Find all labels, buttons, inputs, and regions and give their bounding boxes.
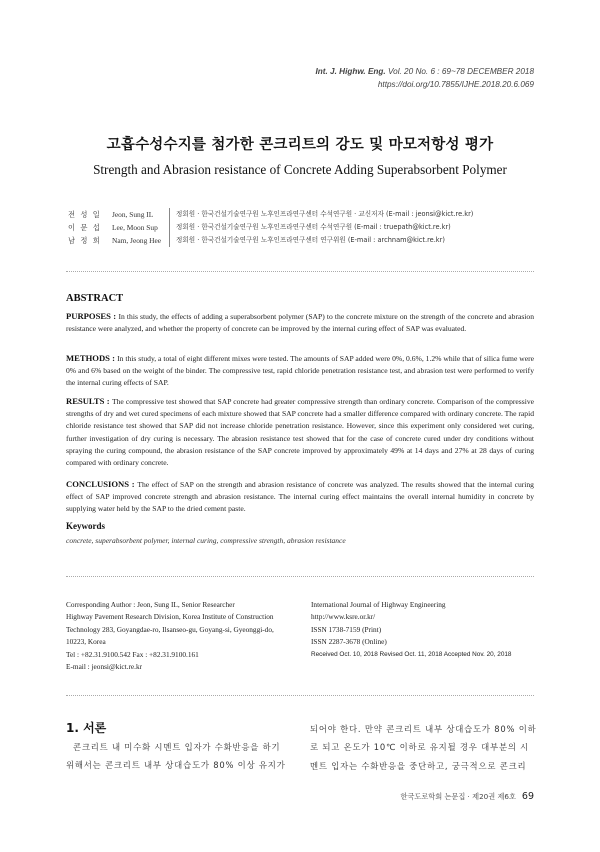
doi-link[interactable]: https://doi.org/10.7855/IJHE.2018.20.6.069	[377, 80, 534, 89]
abstract-methods	[66, 352, 534, 390]
journal-info-block	[311, 599, 541, 661]
section-heading-introduction: 1. 서론	[66, 721, 107, 735]
body-line: 되어야 한다. 만약 콘크리트 내부 상대습도가 80% 이하	[310, 724, 537, 734]
corresponding-author-block	[66, 599, 301, 673]
methods-text: In this study, a total of eight different mixes were tested. The amounts of SAP added were 0%, 0.6%, 1.2% while that of silica fume were 0% and 6% based on the weight of the binder. The compressive test, rapid chloride penetration resistance test, and abrasion test were performed to verify the internal curing effects of SAP.	[66, 354, 534, 388]
author-row	[68, 208, 473, 221]
author-row	[68, 234, 473, 247]
author-name-en: Jeon, Sung IL	[112, 210, 154, 219]
author-name-ko: 전 성 일	[68, 210, 102, 219]
results-text: The compressive test showed that SAP concrete had greater compressive strength than ordinary concrete. Comparison of the compressive strengths of dry and wet cured specimens of each mixture showed that SAP concrete had a smaller difference compared with ordinary concrete. The rapid chloride resistance test showed that SAP did not increase chloride penetration resistance. However, since this experiment only considered wet curing, further investigation of dry curing is necessary. The abrasion resistance test showed that for the case of concrete cured under dry conditions without spraying the curing compound, the abrasion resistance of the SAP concrete improved by approximately 49% at 14 days and 27% at 28 days of curing compared with ordinary concrete.	[66, 397, 534, 468]
page-footer	[401, 791, 535, 802]
citation-volume: Vol. 20 No. 6 : 69~78 DECEMBER 2018	[385, 67, 534, 76]
author-name-ko: 이 문 섭	[68, 223, 102, 232]
methods-label: METHODS :	[66, 353, 118, 363]
corresponding-author: Corresponding Author : Jeon, Sung IL, Senior Researcher	[66, 600, 235, 609]
page-number: 69	[521, 791, 534, 802]
journal-abbreviation: Int. J. Highw. Eng.	[315, 67, 386, 76]
keywords-heading: Keywords	[66, 521, 105, 531]
journal-url[interactable]: http://www.ksre.or.kr/	[311, 612, 376, 622]
divider	[66, 695, 534, 696]
author-name-en: Nam, Jeong Hee	[112, 236, 162, 245]
purposes-text: In this study, the effects of adding a superabsorbent polymer (SAP) to the concrete mixture on the strength of the concrete and abrasion resistance were analyzed, and whether the property of concrete can be improved by the internal curing effect of SAP was evaluated.	[66, 312, 534, 334]
body-line: 콘크리트 내 미수화 시멘트 입자가 수화반응을 하기	[66, 742, 281, 752]
results-label: RESULTS :	[66, 396, 112, 406]
author-name-en: Lee, Moon Sup	[112, 223, 158, 232]
received-dates: Received Oct. 10, 2018 Revised Oct. 11, 2018 Accepted Nov. 20, 2018	[311, 650, 512, 658]
journal-citation	[316, 66, 535, 78]
author-row	[68, 221, 473, 234]
conclusions-label: CONCLUSIONS :	[66, 479, 138, 489]
korean-title: 고흡수성수지를 첨가한 콘크리트의 강도 및 마모저항성 평가	[106, 137, 494, 153]
author-postcode: 10223, Korea	[66, 637, 106, 647]
footer-journal: 한국도로학회 논문집 · 제20권 제6호	[400, 792, 516, 801]
divider	[66, 576, 534, 577]
body-column-right	[310, 720, 535, 775]
journal-name: International Journal of Highway Engineering	[311, 600, 446, 609]
keywords-text: concrete, superabsorbent polymer, internal curing, compressive strength, abrasion resistance	[66, 536, 346, 545]
divider	[66, 271, 534, 272]
author-phone-fax: Tel : +82.31.9100.542 Fax : +82.31.9100.161	[66, 649, 199, 659]
abstract-conclusions	[66, 478, 534, 516]
author-affiliation: 정회원 · 한국건설기술연구원 노후인프라연구센터 수석연구원 · 교신저자 (E-mail : jeonsi@kict.re.kr)	[169, 208, 473, 221]
author-affiliation: 정회원 · 한국건설기술연구원 노후인프라연구센터 연구위원 (E-mail : archnam@kict.re.kr)	[169, 234, 445, 247]
author-list	[68, 208, 473, 247]
conclusions-text: The effect of SAP on the strength and abrasion resistance of concrete was analyzed. The results showed that the internal curing effect of SAP improved concrete strength and abrasion resistance. The internal curing effect maintains the overall internal humidity in concrete by supplying water held by the SAP to the dried cement paste.	[66, 480, 534, 514]
author-name-ko: 남 정 희	[68, 236, 102, 245]
author-affiliation: 정회원 · 한국건설기술연구원 노후인프라연구센터 수석연구원 (E-mail : truepath@kict.re.kr)	[169, 221, 451, 234]
abstract-heading: ABSTRACT	[66, 293, 124, 304]
abstract-results	[66, 395, 534, 469]
author-address: Technology 283, Goyangdae-ro, Ilsanseo-gu, Goyang-si, Gyeonggi-do,	[66, 624, 274, 634]
author-division: Highway Pavement Research Division, Korea Institute of Construction	[66, 612, 274, 622]
abstract-purposes	[66, 310, 534, 335]
body-line: 로 되고 온도가 10℃ 이하로 유지될 경우 대부분의 시	[310, 742, 530, 753]
issn-print: ISSN 1738-7159 (Print)	[311, 624, 382, 634]
purposes-label: PURPOSES :	[66, 311, 119, 321]
author-email[interactable]: E-mail : jeonsi@kict.re.kr	[66, 662, 143, 672]
body-line: 멘트 입자는 수화반응을 중단하고, 궁극적으로 콘크리	[310, 760, 527, 771]
issn-online: ISSN 2287-3678 (Online)	[311, 637, 387, 647]
english-title: Strength and Abrasion resistance of Concrete Adding Superabsorbent Polymer	[93, 162, 507, 177]
body-column-left	[66, 738, 291, 775]
body-line: 위해서는 콘크리트 내부 상대습도가 80% 이상 유지가	[66, 760, 286, 771]
